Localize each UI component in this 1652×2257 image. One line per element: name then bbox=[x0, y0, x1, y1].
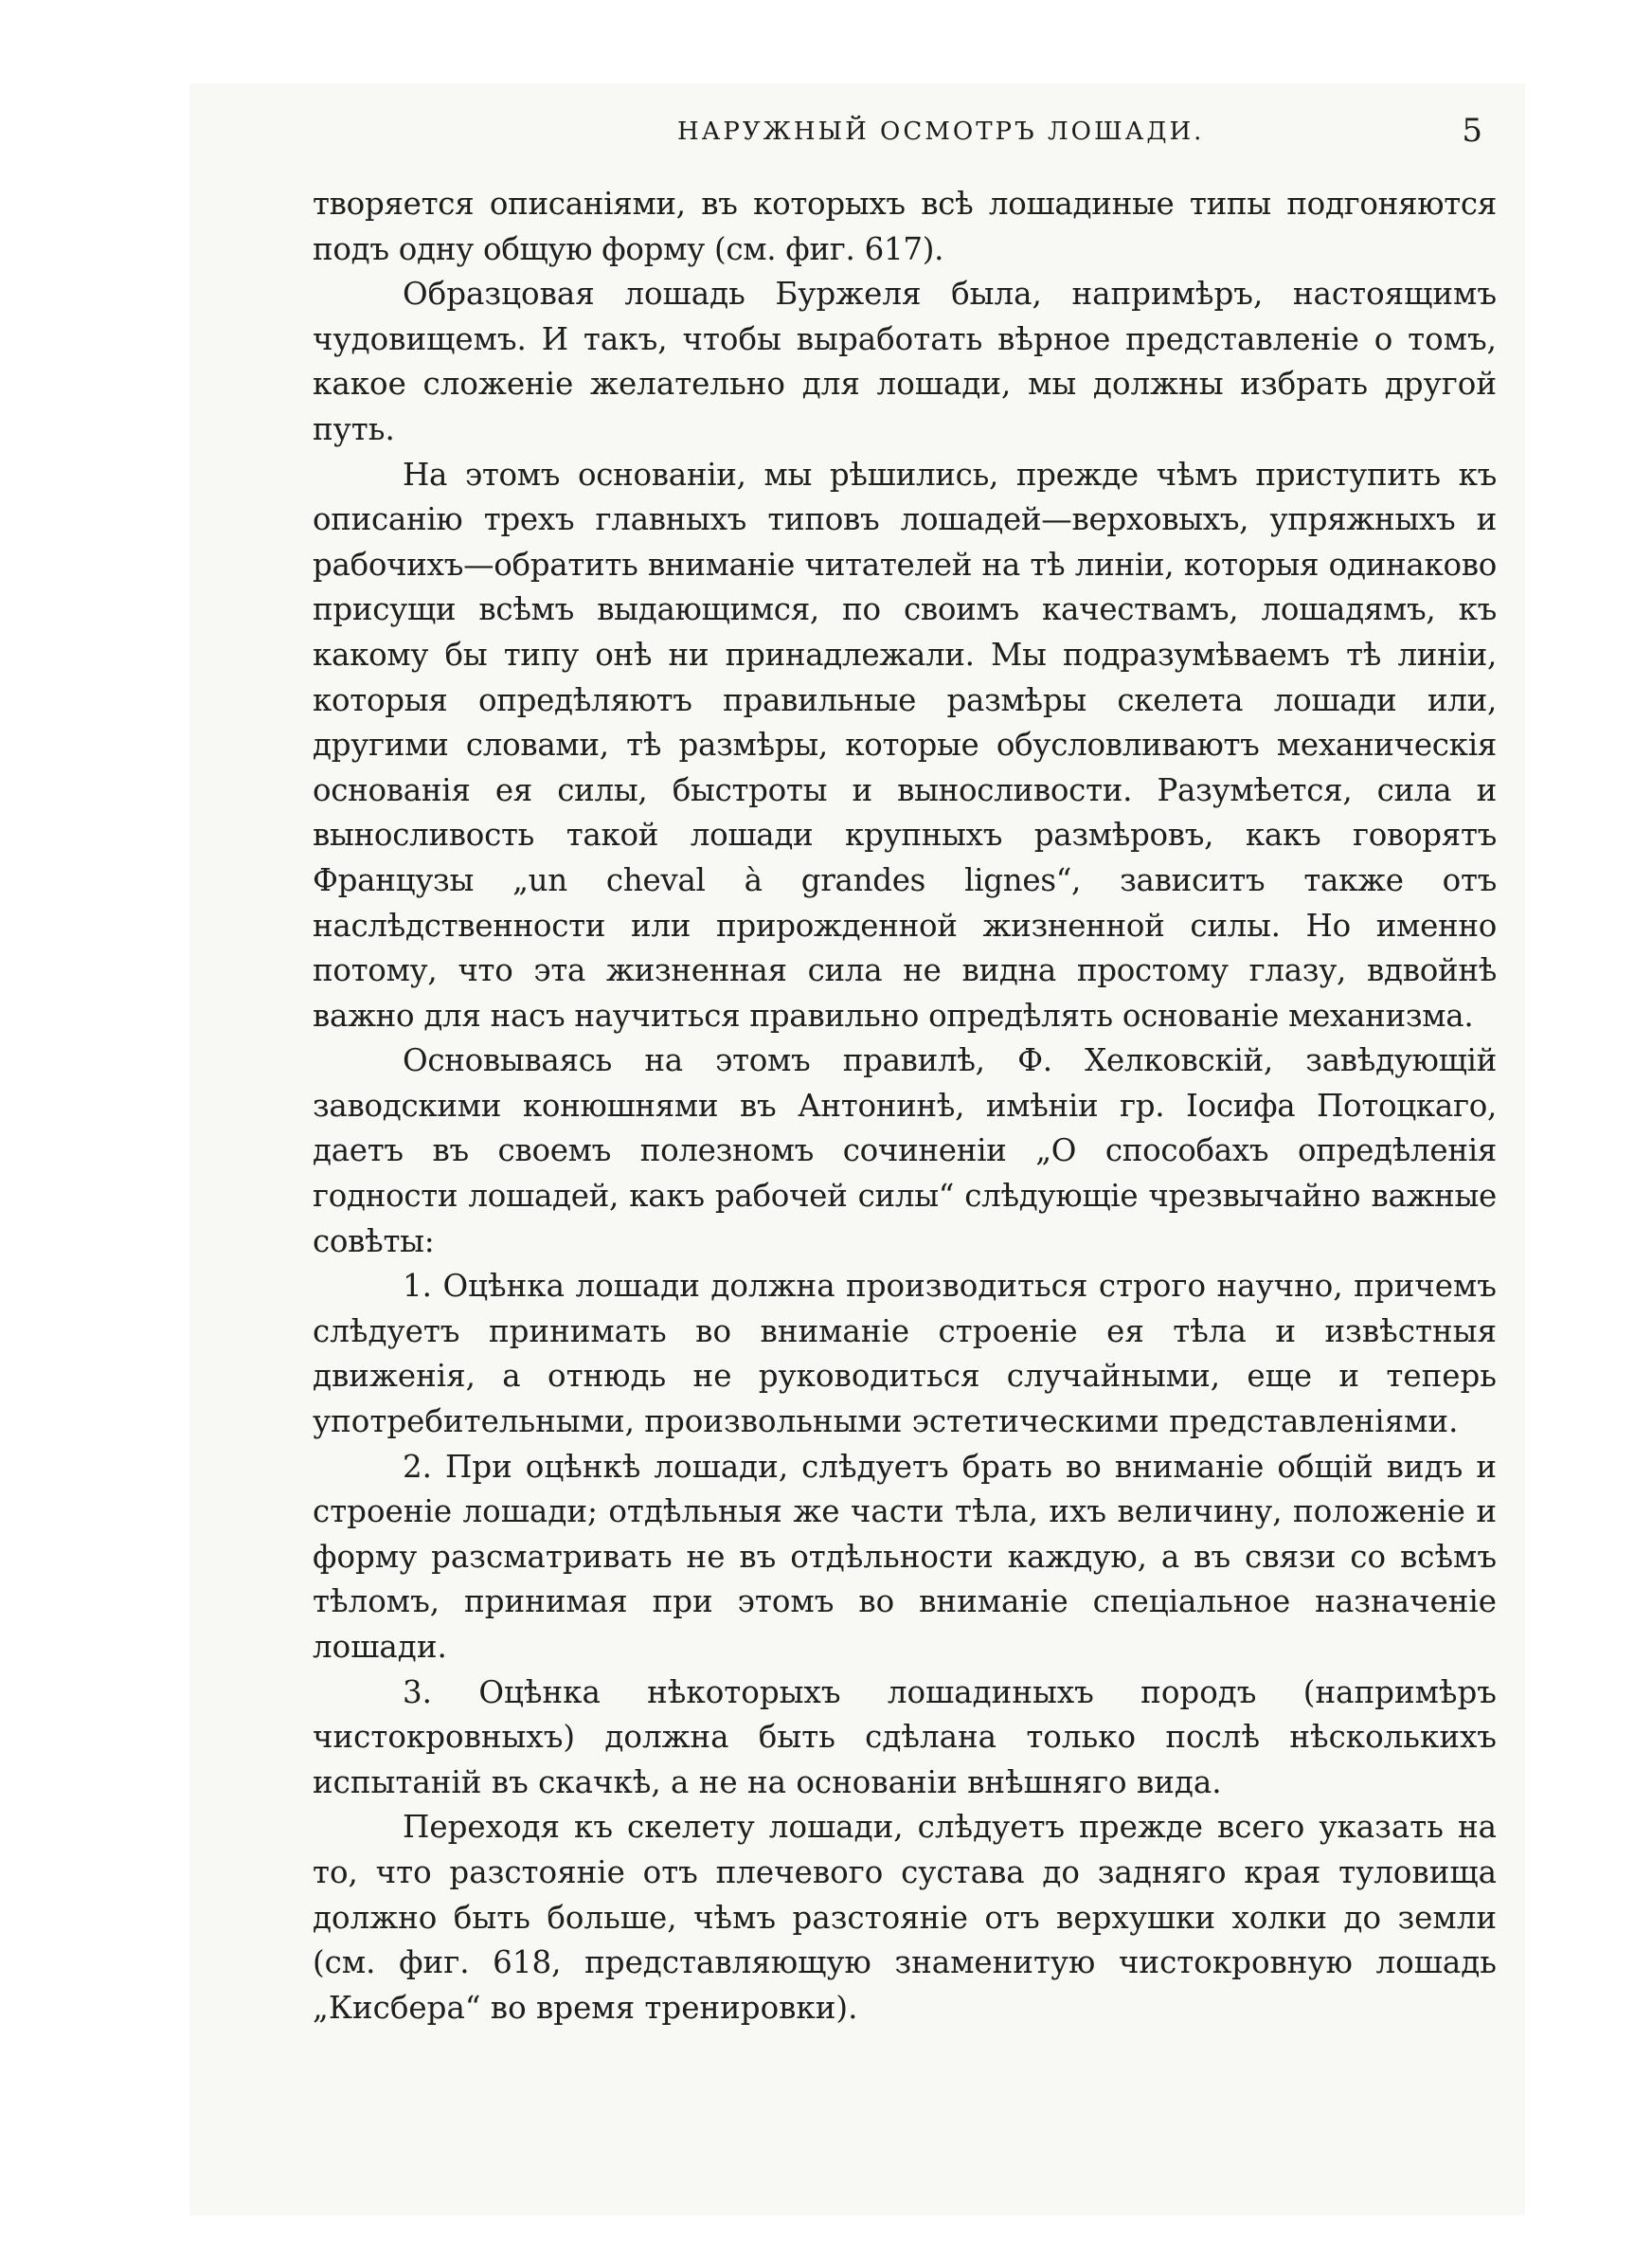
body-text bbox=[313, 182, 1497, 2031]
paragraph-continuation: творяется описаніями, въ которыхъ всѣ лошадиные типы подгоняются подъ одну общую форму (см. фиг. 617). bbox=[313, 186, 1497, 267]
page-number: 5 bbox=[1462, 112, 1482, 150]
paragraph-skeleton-lines: На этомъ основаніи, мы рѣшились, прежде чѣмъ приступить къ описанію трехъ главныхъ типовъ лошадей—верховыхъ, упряжныхъ и рабочихъ—обратить вниманіе читателей на тѣ линіи, которыя одинаково присущи всѣмъ выдающимся, по своимъ качествамъ, лошадямъ, къ какому бы типу онѣ ни принадлежали. Мы подразумѣваемъ тѣ линіи, которыя опредѣляютъ правильные размѣры скелета лошади или, другими словами, тѣ размѣры, которые обусловливаютъ механическія основанія ея силы, быстроты и выносливости. Разумѣется, сила и выносливость такой лошади крупныхъ размѣровъ, какъ говорятъ Французы „un cheval à grandes lignes“, зависитъ также отъ наслѣдственности или прирожденной жизненной силы. Но именно потому, что эта жизненная сила не видна простому глазу, вдвойнѣ важно для насъ научиться правильно опредѣлять основаніе механизма. bbox=[313, 456, 1497, 1034]
advice-item-3: 3. Оцѣнка нѣкоторыхъ лошадиныхъ породъ (напримѣръ чистокровныхъ) должна быть сдѣлана только послѣ нѣсколькихъ испытаній въ скачкѣ, а не на основаніи внѣшняго вида. bbox=[313, 1673, 1497, 1800]
running-title: НАРУЖНЫЙ ОСМОТРЪ ЛОШАДИ. bbox=[677, 117, 1205, 146]
advice-item-2: 2. При оцѣнкѣ лошади, слѣдуетъ брать во вниманіе общій видъ и строеніе лошади; отдѣльныя же части тѣла, ихъ величину, положеніе и форму разсматривать не въ отдѣльности каждую, а въ связи со всѣмъ тѣломъ, принимая при этомъ во вниманіе спеціальное назначеніе лошади. bbox=[313, 1448, 1497, 1665]
paragraph-khelkovsky: Основываясь на этомъ правилѣ, Ф. Хелковскій, завѣдующій заводскими конюшнями въ Антонинѣ, имѣніи гр. Іосифа Потоцкаго, даетъ въ своемъ полезномъ сочиненіи „О способахъ опредѣленія годности лошадей, какъ рабочей силы“ слѣдующіе чрезвычайно важные совѣты: bbox=[313, 1042, 1497, 1259]
paragraph-burgel: Образцовая лошадь Буржеля была, напримѣръ, настоящимъ чудовищемъ. И такъ, чтобы выработать вѣрное представленіе о томъ, какое сложеніе желательно для лошади, мы должны избрать другой путь. bbox=[313, 276, 1497, 447]
advice-item-1: 1. Оцѣнка лошади должна производиться строго научно, причемъ слѣдуетъ принимать во вниманіе строеніе ея тѣла и извѣстныя движенія, а отнюдь не руководиться случайными, еще и теперь употребительными, произвольными эстетическими представленіями. bbox=[313, 1268, 1497, 1440]
running-header bbox=[313, 112, 1497, 159]
paragraph-skeleton-proportions: Переходя къ скелету лошади, слѣдуетъ прежде всего указать на то, что разстояніе отъ плечевого сустава до задняго края туловища должно быть больше, чѣмъ разстояніе отъ верхушки холки до земли (см. фиг. 618, представляющую знаменитую чистокровную лошадь „Кисбера“ во время тренировки). bbox=[313, 1809, 1497, 2026]
